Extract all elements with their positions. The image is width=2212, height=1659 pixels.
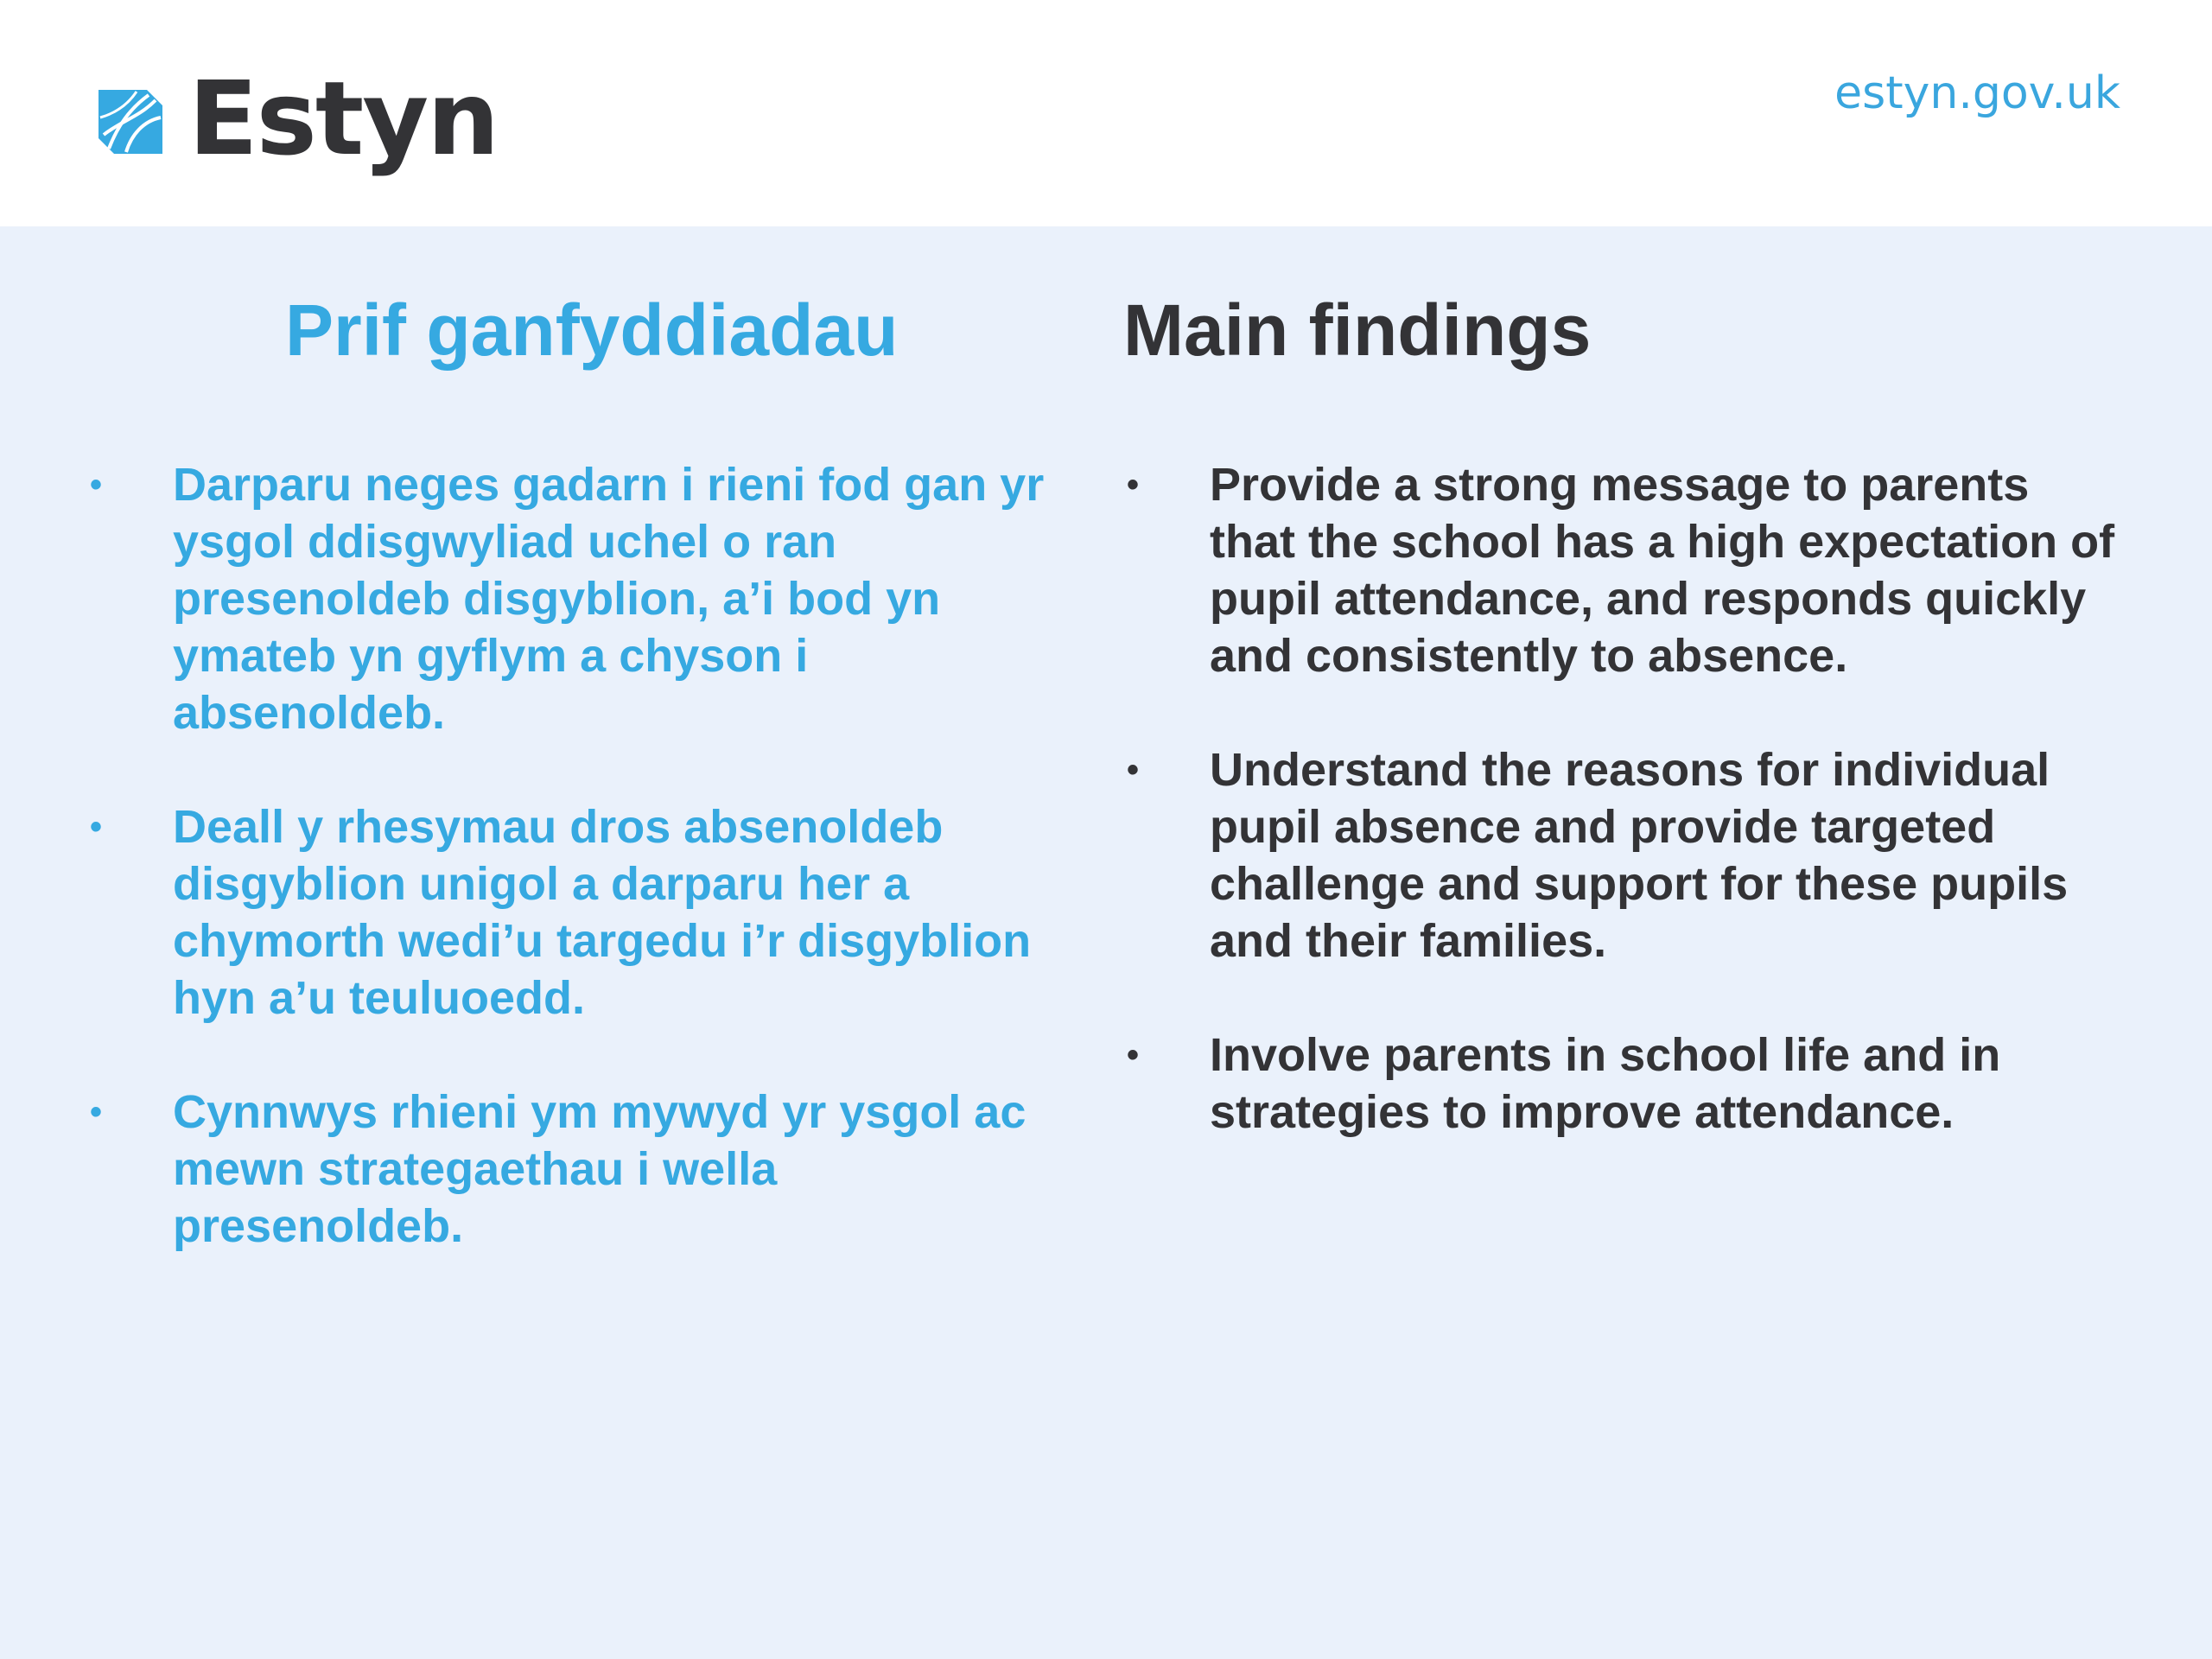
welsh-finding-text: Deall y rhesymau dros absenoldeb disgyblion unigol a darparu her a chymorth wedi’u targedu i’r disgyblion hyn a’u teuluoedd. <box>173 801 1032 1024</box>
bullet-icon: • <box>1127 751 1140 789</box>
estyn-logo-icon <box>92 83 169 161</box>
welsh-findings-column <box>86 289 1080 1312</box>
welsh-finding-item <box>86 1084 1080 1255</box>
bullet-icon: • <box>1127 466 1140 504</box>
english-findings-title: Main findings <box>1123 289 1592 371</box>
site-url-link[interactable]: estyn.gov.uk <box>1834 67 2120 119</box>
header-bar <box>0 0 2212 226</box>
english-finding-item <box>1123 1027 2126 1141</box>
bullet-icon: • <box>90 808 103 846</box>
english-finding-item <box>1123 741 2126 969</box>
welsh-finding-item <box>86 798 1080 1027</box>
english-findings-list <box>1123 456 2126 1141</box>
bullet-icon: • <box>1127 1036 1140 1074</box>
welsh-findings-title: Prif ganfyddiadau <box>285 289 899 371</box>
welsh-finding-item <box>86 456 1080 741</box>
english-finding-item <box>1123 456 2126 684</box>
welsh-finding-text: Darparu neges gadarn i rieni fod gan yr ysgol ddisgwyliad uchel o ran presenoldeb disgyblion, a’i bod yn ymateb yn gyflym a chyson i absenoldeb. <box>173 459 1045 739</box>
welsh-finding-text: Cynnwys rhieni ym mywyd yr ysgol ac mewn strategaethau i wella presenoldeb. <box>173 1086 1027 1252</box>
estyn-logo[interactable] <box>92 59 499 178</box>
welsh-findings-list <box>86 456 1080 1255</box>
bullet-icon: • <box>90 466 103 504</box>
english-finding-text: Involve parents in school life and in strategies to improve attendance. <box>1210 1029 2001 1138</box>
english-findings-column <box>1123 289 2126 1198</box>
english-finding-text: Understand the reasons for individual pupil absence and provide targeted challenge and support for these pupils and their families. <box>1210 744 2069 967</box>
bullet-icon: • <box>90 1093 103 1131</box>
logo-wordmark: Estyn <box>188 59 499 178</box>
english-finding-text: Provide a strong message to parents that the school has a high expectation of pupil attendance, and responds quickly and consistently to absence. <box>1210 459 2115 682</box>
